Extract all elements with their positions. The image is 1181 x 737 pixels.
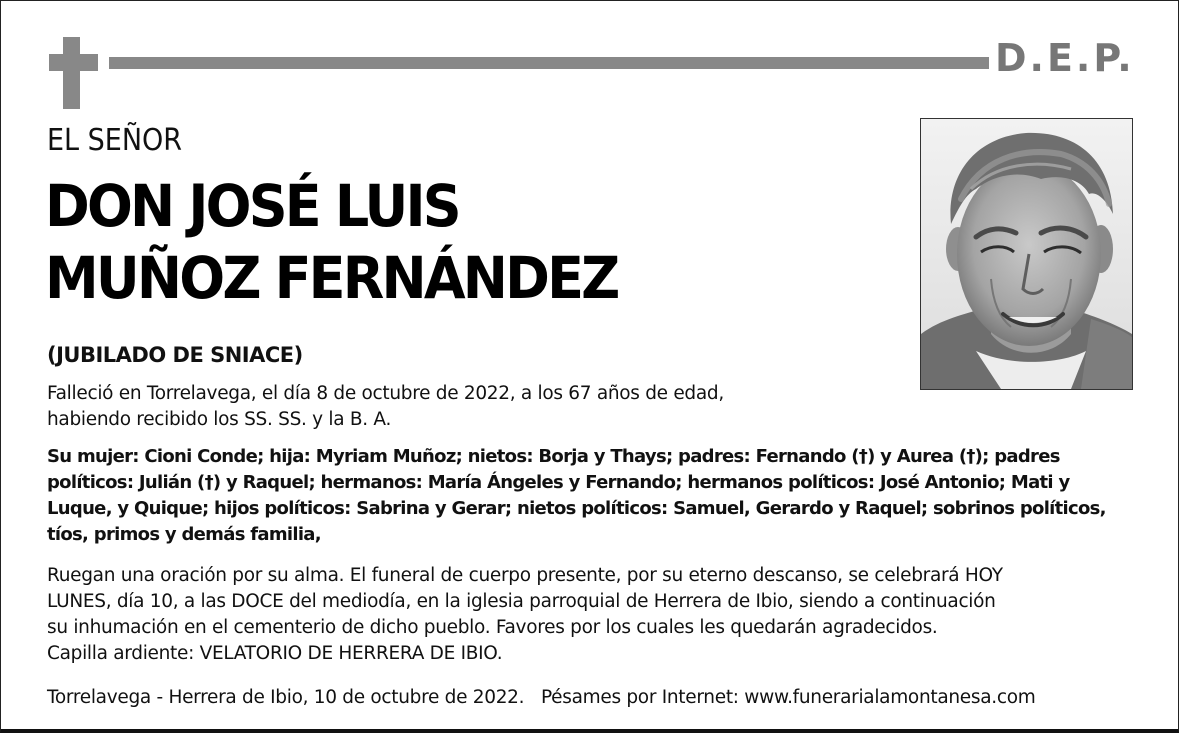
family-line: Luque, y Quique; hijos políticos: Sabrina y Gerar; nietos políticos: Samuel, Gerardo y Raquel; sobrinos políticos,: [47, 498, 1106, 519]
cross-icon: [63, 37, 80, 109]
funeral-line: Capilla ardiente: VELATORIO DE HERRERA DE IBIO.: [47, 643, 503, 664]
cross-icon-bar: [49, 54, 98, 71]
footer-place-date: Torrelavega - Herrera de Ibio, 10 de octubre de 2022.: [47, 687, 525, 708]
funeral-line: LUNES, día 10, a las DOCE del mediodía, en la iglesia parroquial de Herrera de Ibio, siendo a continuación: [47, 591, 996, 612]
death-notice-line: habiendo recibido los SS. SS. y la B. A.: [47, 409, 392, 430]
occupation-subtitle: (JUBILADO DE SNIACE): [47, 343, 303, 367]
funeral-details: [47, 563, 1127, 667]
family-line: políticos: Julián (†) y Raquel; hermanos: María Ángeles y Fernando; hermanos políticos: José Antonio; Mati y: [47, 472, 1070, 493]
footer: [47, 685, 1137, 711]
family-line: tíos, primos y demás familia,: [47, 524, 321, 545]
header-rule: [109, 57, 989, 69]
name-line-1: DON JOSÉ LUIS: [45, 172, 459, 240]
footer-condolences: Pésames por Internet: www.funerarialamontanesa.com: [540, 687, 1036, 708]
portrait-photo: [920, 118, 1133, 390]
death-notice-text: [47, 381, 807, 433]
deceased-name: [45, 170, 618, 314]
portrait-image: [921, 119, 1132, 389]
name-line-2: MUÑOZ FERNÁNDEZ: [45, 244, 618, 312]
funeral-line: su inhumación en el cementerio de dicho pueblo. Favores por los cuales les quedarán agradecidos.: [47, 617, 938, 638]
honorific: EL SEÑOR: [47, 123, 183, 158]
family-list: [47, 444, 1127, 548]
funeral-line: Ruegan una oración por su alma. El funeral de cuerpo presente, por su eterno descanso, se celebrará HOY: [47, 565, 1003, 586]
family-line: Su mujer: Cioni Conde; hija: Myriam Muñoz; nietos: Borja y Thays; padres: Fernando (†) y Aurea (†); padres: [47, 446, 1060, 467]
death-notice-line: Falleció en Torrelavega, el día 8 de octubre de 2022, a los 67 años de edad,: [47, 383, 724, 404]
dep-label: D.E.P.: [995, 36, 1135, 80]
